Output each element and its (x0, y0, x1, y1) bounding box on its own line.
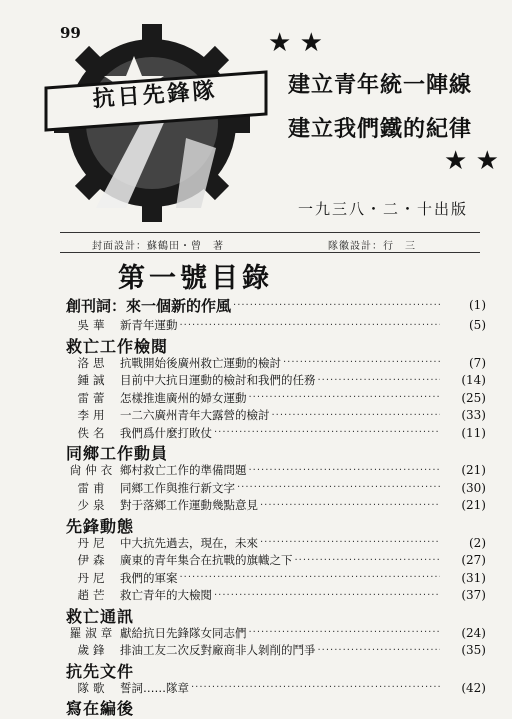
toc-entry (66, 354, 486, 372)
toc-entry-title: 救亡青年的大檢閱 (120, 588, 212, 602)
leader-dots (180, 320, 441, 331)
toc-entry (66, 316, 486, 334)
toc-entry-author: 鍾誠 (77, 373, 109, 387)
toc-entry-author: 雷蕾 (77, 390, 109, 405)
toc-entry-page: (14) (461, 373, 486, 387)
toc-entry-title: 我們爲什麼打敗仗 (120, 425, 212, 440)
divider-top (60, 232, 480, 233)
toc-entry (66, 624, 486, 642)
toc-entry-author: 少泉 (77, 498, 109, 512)
logo-text: 抗日先鋒隊 (91, 77, 219, 113)
toc-main-entry (66, 296, 486, 314)
toc-entry-title: 獻給抗日先鋒隊女同志們 (120, 625, 247, 640)
toc-entry-page: (25) (461, 390, 486, 405)
toc-section-heading: 救亡通訊 (66, 606, 135, 626)
cover-design-credit: 封面設計：蘇鶴田・曾 著 (92, 241, 224, 252)
leader-dots (295, 555, 441, 566)
toc-entry-page: (1) (469, 298, 486, 312)
emblem-logo (26, 18, 278, 228)
toc-entry-title: 目前中大抗日運動的檢討和我們的任務 (120, 373, 316, 387)
leader-dots (233, 300, 440, 311)
leader-dots (318, 375, 441, 386)
toc-entry-author: 洛思 (77, 355, 109, 370)
toc-entry-title: 新青年運動 (120, 318, 178, 332)
toc-entry (66, 461, 486, 479)
toc-entry-author: 隊歌 (77, 680, 109, 695)
toc-entry (66, 679, 486, 697)
toc-entry (66, 424, 486, 442)
toc-entry-page: (24) (461, 625, 486, 640)
toc-entry (66, 406, 486, 424)
toc-entry-page: (2) (469, 535, 486, 550)
leader-dots (260, 500, 440, 511)
stars-bottom: ★ ★ (444, 146, 499, 176)
toc-entry-page: (11) (461, 425, 486, 440)
toc-entry-page: (27) (461, 553, 486, 567)
toc-entry-page: (42) (461, 680, 486, 695)
toc-entry-title: 創刊詞：來一個新的作風 (66, 296, 232, 315)
toc-entry-author: 雷甫 (77, 480, 109, 495)
toc-entry-author: 趙芒 (77, 588, 109, 602)
toc-entry-title: 中大抗先過去，現在，未來 (120, 535, 258, 550)
toc-title: 第一號目錄 (118, 263, 273, 294)
leader-dots (214, 590, 440, 601)
toc-entry-author: 佚名 (77, 425, 109, 440)
toc-section-heading: 同鄉工作動員 (66, 444, 169, 463)
toc-section-heading: 寫在編後 (66, 699, 135, 718)
toc-entry (66, 641, 486, 659)
toc-entry (66, 551, 486, 569)
toc-entry-author: 歲鋒 (77, 643, 109, 657)
leader-dots (249, 392, 441, 403)
leader-dots (249, 627, 441, 638)
toc-entry-page: (30) (461, 480, 486, 495)
toc-section-heading: 救亡工作檢閱 (66, 336, 169, 356)
leader-dots (180, 572, 441, 583)
leader-dots (249, 465, 441, 476)
stars-top: ★ ★ (268, 28, 323, 58)
toc-entry (66, 371, 486, 389)
toc-section-heading: 抗先文件 (66, 661, 135, 681)
leader-dots (283, 357, 440, 368)
toc-entry-title: 廣東的青年集合在抗戰的旗幟之下 (120, 553, 293, 567)
toc-entry-title: 我們的軍案 (120, 570, 178, 585)
leader-dots (272, 410, 441, 421)
toc-entry-page: (7) (469, 355, 486, 370)
toc-entry-title: 一二六廣州青年大露營的檢討 (120, 408, 270, 422)
page-number: 99 (60, 24, 81, 42)
toc-entry-title: 抗戰開始後廣州救亡運動的檢討 (120, 355, 281, 370)
toc-entry-author: 丹尼 (77, 570, 109, 585)
emblem-design-credit: 隊徽設計：行 三 (328, 241, 416, 252)
slogan-1: 建立青年統一陣線 (288, 72, 473, 98)
toc-entry-title: 鄉村救亡工作的準備問題 (120, 463, 247, 477)
toc-section-heading: 先鋒動態 (66, 516, 135, 536)
gear-emblem-icon (26, 18, 278, 228)
toc-entry-author: 丹尼 (77, 535, 109, 550)
leader-dots (214, 427, 440, 438)
toc-entry-page: (21) (461, 498, 486, 512)
leader-dots (260, 537, 440, 548)
toc-entry (66, 534, 486, 552)
toc-entry-page: (37) (461, 588, 486, 602)
toc-entry-author: 羅淑章 (69, 625, 117, 640)
leader-dots (318, 645, 441, 656)
toc-entry-page: (21) (461, 463, 486, 477)
toc-entry (66, 496, 486, 514)
toc-entry-title: 誓詞……隊章 (120, 680, 189, 695)
leader-dots (237, 482, 440, 493)
toc-entry-title: 怎樣推進廣州的婦女運動 (120, 390, 247, 405)
toc-entry-page: (31) (461, 570, 486, 585)
toc-entry-author: 伊森 (77, 553, 109, 567)
leader-dots (191, 682, 440, 693)
toc-entry-author: 吳華 (77, 318, 109, 332)
slogan-2: 建立我們鐵的紀律 (288, 116, 473, 142)
toc-entry (66, 479, 486, 497)
toc-entry-title: 同鄉工作與推行新文字 (120, 480, 235, 495)
toc-entry-author: 李用 (77, 408, 109, 422)
toc-entry (66, 586, 486, 604)
toc-entry-author: 尙仲衣 (69, 463, 117, 477)
toc-entry-page: (33) (461, 408, 486, 422)
toc-entry (66, 389, 486, 407)
toc-entry (66, 569, 486, 587)
toc-entry-page: (35) (461, 643, 486, 657)
divider-bottom (60, 252, 480, 253)
toc-entry-page: (5) (469, 318, 486, 332)
toc-entry-title: 對于落鄉工作運動幾點意見 (120, 498, 258, 512)
toc-entry-title: 排油工友二次反對廠商非人剝削的鬥爭 (120, 643, 316, 657)
publication-date: 一九三八・二・十出版 (298, 200, 469, 218)
